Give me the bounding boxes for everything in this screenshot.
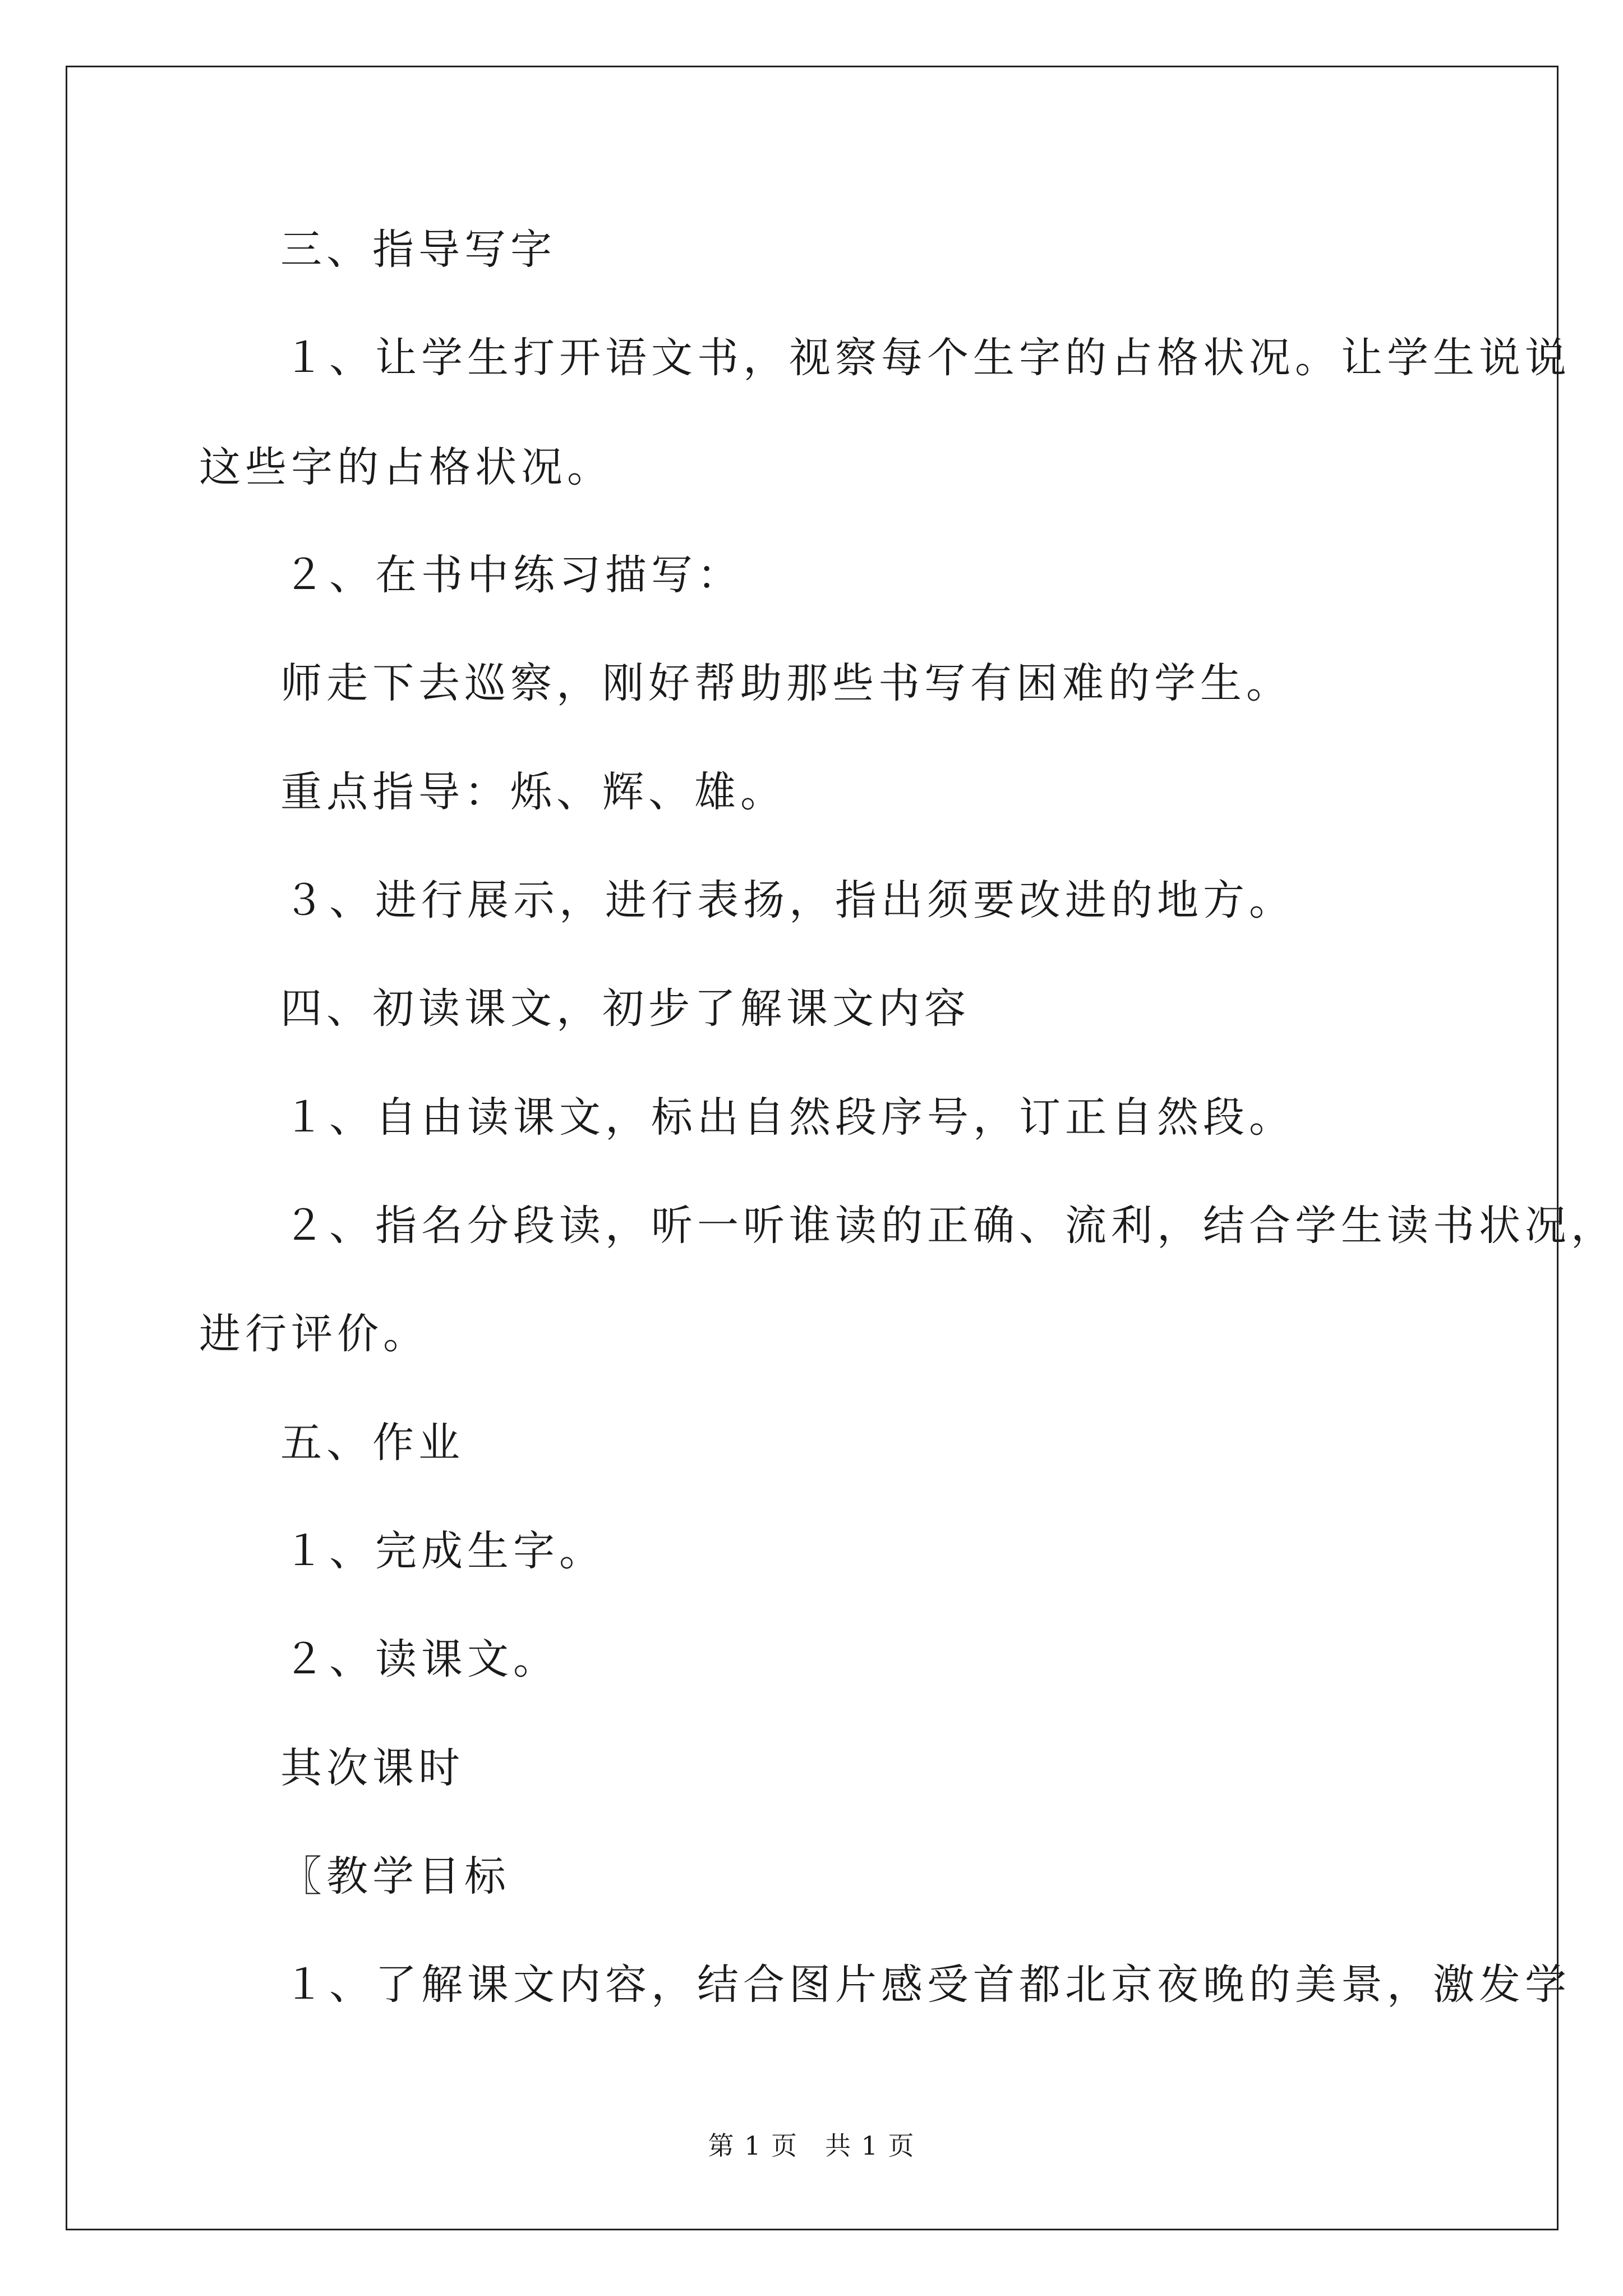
paragraph-line: １、自由读课文，标出自然段序号，订正自然段。 [283, 1093, 1295, 1142]
paragraph-line: １、让学生打开语文书，视察每个生字的占格状况。让学生说说 [283, 334, 1571, 382]
paragraph-line: ２、在书中练习描写： [283, 551, 743, 599]
page-footer: 第 1 页 共 1 页 [708, 2131, 915, 2161]
paragraph-line: ２、指名分段读，听一听谁读的正确、流利，结合学生读书状况， [283, 1202, 1617, 1250]
paragraph-line: 进行评价。 [199, 1310, 429, 1358]
heading-teaching-goals: 〖教学目标 [280, 1852, 510, 1901]
paragraph-line: １、完成生字。 [283, 1527, 605, 1575]
paragraph-line: 这些字的占格状况。 [199, 443, 613, 491]
heading-section-3: 三、指导写字 [280, 226, 556, 274]
paragraph-line: ３、进行展示，进行表扬，指出须要改进的地方。 [283, 876, 1295, 924]
paragraph-line: 师走下去巡察，刚好帮助那些书写有困难的学生。 [280, 659, 1292, 707]
paragraph-line: １、了解课文内容，结合图片感受首都北京夜晚的美景，激发学 [283, 1961, 1571, 2009]
paragraph-line: 重点指导：烁、辉、雄。 [280, 768, 786, 816]
heading-section-4: 四、初读课文，初步了解课文内容 [280, 984, 970, 1033]
paragraph-line: ２、读课文。 [283, 1635, 559, 1683]
heading-section-5: 五、作业 [280, 1419, 464, 1467]
page-border [66, 66, 1559, 2230]
heading-second-lesson: 其次课时 [280, 1744, 464, 1792]
